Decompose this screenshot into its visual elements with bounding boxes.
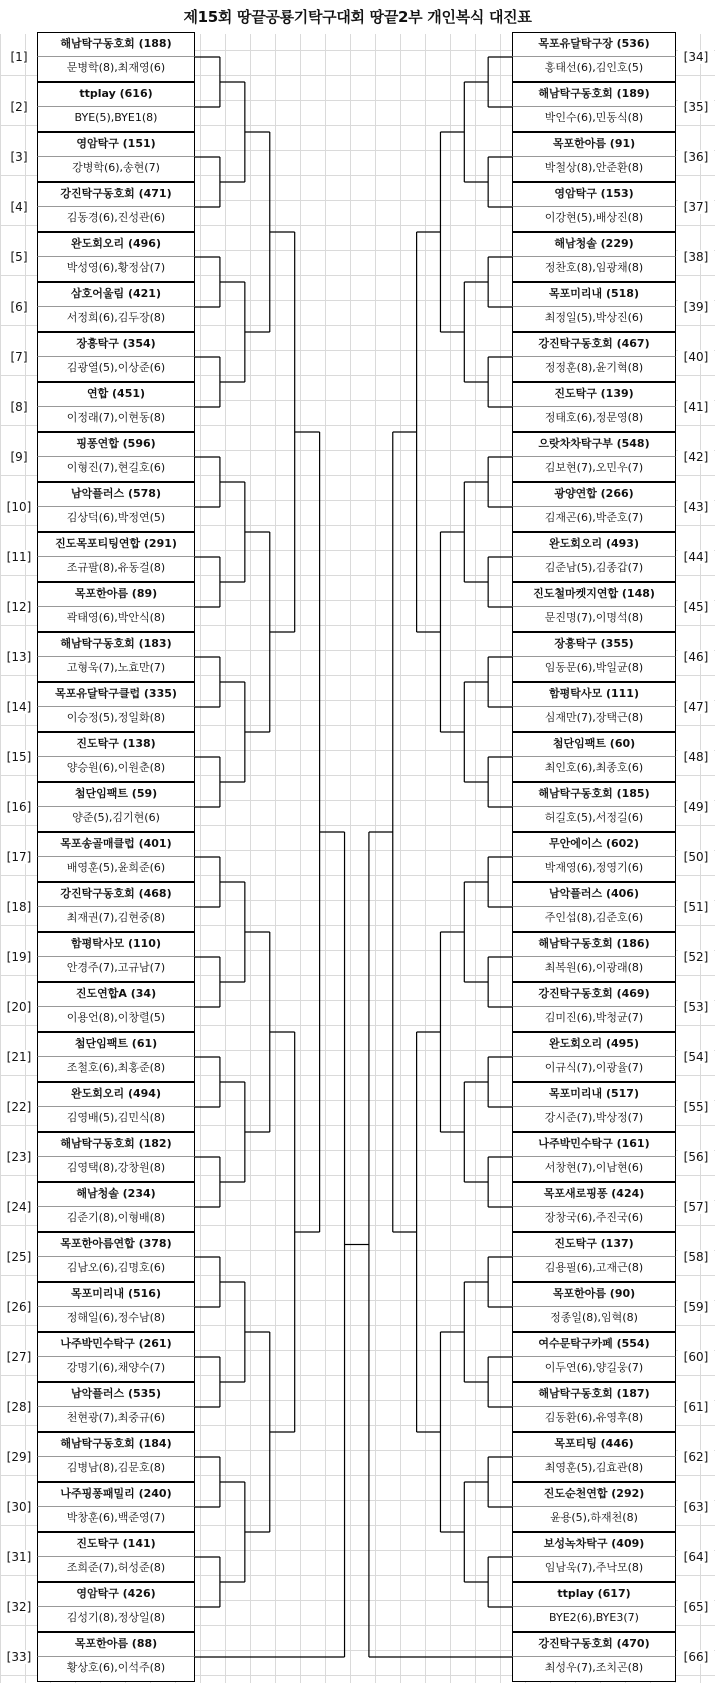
entry-players: 김준남(5),김종갑(7) [512, 557, 676, 582]
bracket-match [488, 657, 512, 707]
entry-club: 목포송골매클럽 (401) [37, 832, 195, 857]
entry-club: 핑퐁연합 (596) [37, 432, 195, 457]
entry-club: 해남청솔 (229) [512, 232, 676, 257]
seed-number: [40] [678, 350, 714, 364]
bracket-match [195, 257, 220, 307]
bracket-match [488, 1157, 512, 1207]
entry-players: 김병남(8),김문호(8) [37, 1457, 195, 1482]
bracket-match [488, 257, 512, 307]
seed-number: [22] [1, 1100, 37, 1114]
entry-club: 영암탁구 (426) [37, 1582, 195, 1607]
seed-number: [31] [1, 1550, 37, 1564]
entry-club: 첨단임팩트 (59) [37, 782, 195, 807]
seed-number: [49] [678, 800, 714, 814]
seed-number: [51] [678, 900, 714, 914]
bracket-match [195, 1557, 220, 1607]
entry-players: 주인섭(8),김준호(6) [512, 907, 676, 932]
seed-number: [43] [678, 500, 714, 514]
seed-number: [1] [1, 50, 37, 64]
seed-number: [3] [1, 150, 37, 164]
page-title: 제15회 땅끝공룡기탁구대회 땅끝2부 개인복식 대진표 [0, 0, 715, 34]
bracket-match [220, 882, 245, 982]
bracket-match [245, 932, 270, 1132]
seed-number: [27] [1, 1350, 37, 1364]
seed-number: [9] [1, 450, 37, 464]
entry-club: 강진탁구동호회 (468) [37, 882, 195, 907]
seed-number: [35] [678, 100, 714, 114]
bracket-match [488, 1557, 512, 1607]
entry-players: 서정희(6),김두장(8) [37, 307, 195, 332]
entry-players: 김보현(7),오민우(7) [512, 457, 676, 482]
bracket-match [195, 457, 220, 507]
entry-players: 문병학(8),최재영(6) [37, 57, 195, 82]
entry-players: 박성영(6),황정삼(7) [37, 257, 195, 282]
entry-players: 정태호(6),정문영(8) [512, 407, 676, 432]
entry-players: 박철상(8),안준환(8) [512, 157, 676, 182]
entry-players: 황상호(6),이석주(8) [37, 1657, 195, 1682]
entry-players: 홍태선(6),김인호(5) [512, 57, 676, 82]
entry-players: 강명기(6),채양수(7) [37, 1357, 195, 1382]
bracket-match [488, 357, 512, 407]
bracket-match [440, 1332, 464, 1532]
bracket-match [417, 232, 441, 632]
entry-players: 조철호(6),최홍준(8) [37, 1057, 195, 1082]
entry-club: 해남탁구동호회 (187) [512, 1382, 676, 1407]
seed-number: [60] [678, 1350, 714, 1364]
bracket-match [464, 1482, 488, 1582]
entry-club: 연합 (451) [37, 382, 195, 407]
bracket-match [195, 1457, 220, 1507]
entry-club: 첨단임팩트 (60) [512, 732, 676, 757]
entry-players: 최정일(5),박상진(6) [512, 307, 676, 332]
seed-number: [29] [1, 1450, 37, 1464]
entry-players: 박인수(6),민동식(8) [512, 107, 676, 132]
bracket-match [295, 432, 320, 1232]
entry-players: 배영훈(5),윤희준(6) [37, 857, 195, 882]
seed-number: [34] [678, 50, 714, 64]
bracket-match [417, 1032, 441, 1432]
entry-players: 임남욱(7),주낙모(8) [512, 1557, 676, 1582]
entry-club: 장흥탁구 (355) [512, 632, 676, 657]
bracket-match [464, 682, 488, 782]
bracket-match [488, 1257, 512, 1307]
entry-club: 남악플러스 (406) [512, 882, 676, 907]
bracket-match [195, 857, 220, 907]
bracket-match [464, 482, 488, 582]
seed-number: [23] [1, 1150, 37, 1164]
entry-players: 안경주(7),고규남(7) [37, 957, 195, 982]
entry-club: 목포티팅 (446) [512, 1432, 676, 1457]
seed-number: [19] [1, 950, 37, 964]
seed-number: [42] [678, 450, 714, 464]
entry-club: 해남탁구동호회 (186) [512, 932, 676, 957]
entry-players: 김남오(6),김명호(6) [37, 1257, 195, 1282]
seed-number: [38] [678, 250, 714, 264]
entry-club: 무안에이스 (602) [512, 832, 676, 857]
entry-players: 이규식(7),이광율(7) [512, 1057, 676, 1082]
entry-club: ttplay (616) [37, 82, 195, 107]
bracket-match [195, 1357, 220, 1407]
entry-players: 김준기(8),이형배(8) [37, 1207, 195, 1232]
bracket-match [220, 482, 245, 582]
seed-number: [58] [678, 1250, 714, 1264]
entry-club: 진도목포티팅연합 (291) [37, 532, 195, 557]
seed-number: [53] [678, 1000, 714, 1014]
entry-club: 해남탁구동호회 (189) [512, 82, 676, 107]
entry-players: 김영택(8),강창원(8) [37, 1157, 195, 1182]
entry-players: 김미진(6),박청균(7) [512, 1007, 676, 1032]
entry-players: 이두연(6),양길웅(7) [512, 1357, 676, 1382]
bracket-match [220, 82, 245, 182]
bracket-match [270, 232, 295, 632]
entry-club: 함평탁사모 (111) [512, 682, 676, 707]
entry-players: 김동경(6),진성관(6) [37, 207, 195, 232]
entry-club: 영암탁구 (153) [512, 182, 676, 207]
entry-club: 첨단임팩트 (61) [37, 1032, 195, 1057]
entry-club: 완도회오리 (495) [512, 1032, 676, 1057]
bracket-match [488, 1457, 512, 1507]
entry-players: 장창국(6),주진국(6) [512, 1207, 676, 1232]
entry-club: 나주핑퐁패밀리 (240) [37, 1482, 195, 1507]
bracket-match [220, 1482, 245, 1582]
entry-players: 조희준(7),허성준(8) [37, 1557, 195, 1582]
entry-players: 박재영(6),정영기(6) [512, 857, 676, 882]
seed-number: [61] [678, 1400, 714, 1414]
entry-club: 완도회오리 (494) [37, 1082, 195, 1107]
entry-players: 양준(5),김기현(6) [37, 807, 195, 832]
entry-players: 최인호(6),최종호(6) [512, 757, 676, 782]
entry-players: 문진명(7),이명석(8) [512, 607, 676, 632]
seed-number: [63] [678, 1500, 714, 1514]
seed-number: [24] [1, 1200, 37, 1214]
entry-club: 강진탁구동호회 (471) [37, 182, 195, 207]
entry-club: 남악플러스 (535) [37, 1382, 195, 1407]
entry-club: 목포새로핑퐁 (424) [512, 1182, 676, 1207]
seed-number: [56] [678, 1150, 714, 1164]
entry-club: 진도탁구 (138) [37, 732, 195, 757]
seed-number: [11] [1, 550, 37, 564]
seed-number: [45] [678, 600, 714, 614]
entry-club: 함평탁사모 (110) [37, 932, 195, 957]
bracket-match [195, 357, 220, 407]
bracket-match [270, 1032, 295, 1432]
bracket-match [195, 657, 220, 707]
entry-club: 목포미리내 (517) [512, 1082, 676, 1107]
entry-players: 조규팔(8),유동걸(8) [37, 557, 195, 582]
entry-club: 삼호어울림 (421) [37, 282, 195, 307]
bracket-match [220, 1282, 245, 1382]
seed-number: [28] [1, 1400, 37, 1414]
seed-number: [30] [1, 1500, 37, 1514]
bracket-match [195, 157, 220, 207]
entry-club: 목포한아름 (88) [37, 1632, 195, 1657]
bracket-match [440, 132, 464, 332]
bracket-match [220, 282, 245, 382]
seed-number: [33] [1, 1650, 37, 1664]
entry-club: 목포한아름 (90) [512, 1282, 676, 1307]
entry-club: 완도회오리 (496) [37, 232, 195, 257]
entry-players: 정찬호(8),임광채(8) [512, 257, 676, 282]
entry-players: 김재곤(6),박준호(7) [512, 507, 676, 532]
bracket-match [464, 282, 488, 382]
entry-club: 장흥탁구 (354) [37, 332, 195, 357]
seed-number: [5] [1, 250, 37, 264]
bracket-match [488, 857, 512, 907]
entry-club: 목포유달탁구장 (536) [512, 32, 676, 57]
entry-club: 강진탁구동호회 (467) [512, 332, 676, 357]
entry-club: 목포미리내 (518) [512, 282, 676, 307]
entry-club: 목포한아름 (89) [37, 582, 195, 607]
bracket-match [488, 57, 512, 107]
bracket-match [245, 532, 270, 732]
seed-number: [57] [678, 1200, 714, 1214]
seed-number: [2] [1, 100, 37, 114]
entry-club: 완도회오리 (493) [512, 532, 676, 557]
bracket-match [488, 957, 512, 1007]
seed-number: [21] [1, 1050, 37, 1064]
seed-number: [15] [1, 750, 37, 764]
seed-number: [66] [678, 1650, 714, 1664]
entry-players: 김동환(6),유영후(8) [512, 1407, 676, 1432]
bracket-match [464, 1282, 488, 1382]
seed-number: [46] [678, 650, 714, 664]
entry-club: 목포유달탁구클럽 (335) [37, 682, 195, 707]
entry-players: 김상덕(6),박정연(5) [37, 507, 195, 532]
entry-club: 나주박민수탁구 (261) [37, 1332, 195, 1357]
entry-club: 남악플러스 (578) [37, 482, 195, 507]
entry-club: 목포한아름 (91) [512, 132, 676, 157]
seed-number: [47] [678, 700, 714, 714]
bracket-match [195, 757, 220, 807]
bracket-match [464, 82, 488, 182]
bracket-match [393, 432, 417, 1232]
entry-players: 임동문(6),박일균(8) [512, 657, 676, 682]
entry-club: 광양연합 (266) [512, 482, 676, 507]
bracket-match [488, 457, 512, 507]
seed-number: [52] [678, 950, 714, 964]
bracket-match [488, 757, 512, 807]
entry-players: 최복원(6),이광래(8) [512, 957, 676, 982]
entry-players: 이형진(7),현길호(6) [37, 457, 195, 482]
seed-number: [4] [1, 200, 37, 214]
entry-players: 정정훈(8),윤기혁(8) [512, 357, 676, 382]
entry-club: 해남탁구동호회 (185) [512, 782, 676, 807]
seed-number: [62] [678, 1450, 714, 1464]
entry-players: 윤용(5),하재천(8) [512, 1507, 676, 1532]
bracket-match [440, 532, 464, 732]
seed-number: [65] [678, 1600, 714, 1614]
entry-club: 진도탁구 (141) [37, 1532, 195, 1557]
entry-players: 천현광(7),최중규(6) [37, 1407, 195, 1432]
entry-players: 정해일(6),정수남(8) [37, 1307, 195, 1332]
entry-players: 이용언(8),이창렬(5) [37, 1007, 195, 1032]
bracket-match [220, 1082, 245, 1182]
entry-players: 이승정(5),정일화(8) [37, 707, 195, 732]
seed-number: [18] [1, 900, 37, 914]
seed-number: [36] [678, 150, 714, 164]
entry-club: 해남탁구동호회 (182) [37, 1132, 195, 1157]
entry-players: 최성우(7),조치곤(8) [512, 1657, 676, 1682]
entry-players: 이정래(7),이현동(8) [37, 407, 195, 432]
entry-club: 진도철마켓지연합 (148) [512, 582, 676, 607]
seed-number: [55] [678, 1100, 714, 1114]
entry-club: 나주박민수탁구 (161) [512, 1132, 676, 1157]
bracket-match [440, 932, 464, 1132]
bracket-match [464, 1082, 488, 1182]
entry-players: 고형욱(7),노효만(7) [37, 657, 195, 682]
entry-players: 박창훈(6),백준영(7) [37, 1507, 195, 1532]
seed-number: [10] [1, 500, 37, 514]
entry-club: 여수문탁구카페 (554) [512, 1332, 676, 1357]
seed-number: [50] [678, 850, 714, 864]
bracket-match [220, 682, 245, 782]
bracket-match [195, 557, 220, 607]
entry-club: 해남탁구동호회 (188) [37, 32, 195, 57]
seed-number: [26] [1, 1300, 37, 1314]
entry-players: 정종일(8),임혁(8) [512, 1307, 676, 1332]
seed-number: [20] [1, 1000, 37, 1014]
seed-number: [32] [1, 1600, 37, 1614]
seed-number: [17] [1, 850, 37, 864]
entry-club: ttplay (617) [512, 1582, 676, 1607]
entry-players: 강병학(6),송현(7) [37, 157, 195, 182]
bracket-match [488, 557, 512, 607]
seed-number: [54] [678, 1050, 714, 1064]
entry-club: 목포한아름연합 (378) [37, 1232, 195, 1257]
seed-number: [37] [678, 200, 714, 214]
entry-club: 진도순천연합 (292) [512, 1482, 676, 1507]
entry-players: 심재만(7),장택근(8) [512, 707, 676, 732]
seed-number: [14] [1, 700, 37, 714]
bracket-match [195, 1257, 220, 1307]
seed-number: [8] [1, 400, 37, 414]
seed-number: [16] [1, 800, 37, 814]
seed-number: [64] [678, 1550, 714, 1564]
entry-players: 이강현(5),배상진(8) [512, 207, 676, 232]
entry-club: 진도탁구 (137) [512, 1232, 676, 1257]
seed-number: [7] [1, 350, 37, 364]
entry-club: 목포미리내 (516) [37, 1282, 195, 1307]
bracket-match [195, 957, 220, 1007]
entry-players: 김성기(8),정상일(8) [37, 1607, 195, 1632]
entry-players: BYE2(6),BYE3(7) [512, 1607, 676, 1632]
bracket-match [245, 132, 270, 332]
entry-club: 해남탁구동호회 (183) [37, 632, 195, 657]
entry-players: 강시준(7),박상정(7) [512, 1107, 676, 1132]
entry-players: 양승원(6),이원춘(8) [37, 757, 195, 782]
seed-number: [48] [678, 750, 714, 764]
entry-players: 최재권(7),김현중(8) [37, 907, 195, 932]
bracket-match [195, 1157, 220, 1207]
entry-club: 강진탁구동호회 (469) [512, 982, 676, 1007]
bracket-match [488, 157, 512, 207]
seed-number: [13] [1, 650, 37, 664]
entry-players: 허길호(5),서정길(6) [512, 807, 676, 832]
bracket-match [464, 882, 488, 982]
entry-players: 서창현(7),이남현(6) [512, 1157, 676, 1182]
seed-number: [12] [1, 600, 37, 614]
entry-club: 해남탁구동호회 (184) [37, 1432, 195, 1457]
entry-players: 최영훈(5),김효관(8) [512, 1457, 676, 1482]
entry-club: 영암탁구 (151) [37, 132, 195, 157]
entry-club: 진도연합A (34) [37, 982, 195, 1007]
bracket-match [488, 1357, 512, 1407]
entry-players: BYE(5),BYE1(8) [37, 107, 195, 132]
entry-club: 보성녹차탁구 (409) [512, 1532, 676, 1557]
entry-club: 해남청솔 (234) [37, 1182, 195, 1207]
entry-players: 곽태영(6),박안식(8) [37, 607, 195, 632]
bracket-match [195, 1057, 220, 1107]
entry-players: 김영배(5),김민식(8) [37, 1107, 195, 1132]
bracket-match [245, 1332, 270, 1532]
seed-number: [25] [1, 1250, 37, 1264]
entry-players: 김광열(5),이상준(6) [37, 357, 195, 382]
seed-number: [6] [1, 300, 37, 314]
seed-number: [44] [678, 550, 714, 564]
seed-number: [39] [678, 300, 714, 314]
seed-number: [41] [678, 400, 714, 414]
entry-club: 으랏차차탁구부 (548) [512, 432, 676, 457]
entry-club: 강진탁구동호회 (470) [512, 1632, 676, 1657]
bracket-match [195, 57, 220, 107]
entry-club: 진도탁구 (139) [512, 382, 676, 407]
entry-players: 김용필(6),고재근(8) [512, 1257, 676, 1282]
bracket-match [488, 1057, 512, 1107]
seed-number: [59] [678, 1300, 714, 1314]
